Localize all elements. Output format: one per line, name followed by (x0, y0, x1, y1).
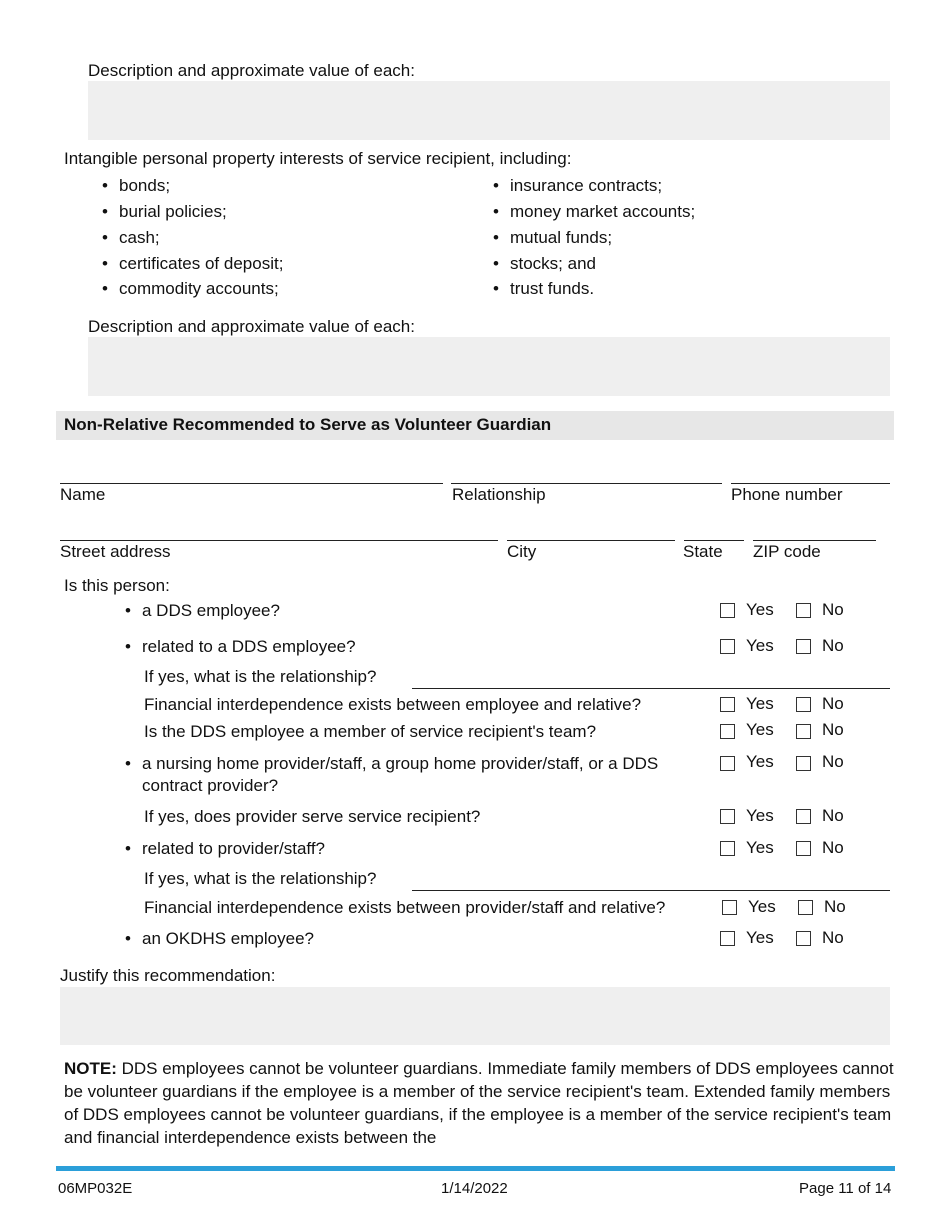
no-label: No (822, 752, 844, 771)
page-number: Page 11 of 14 (799, 1180, 892, 1197)
zip-input[interactable] (753, 540, 876, 541)
q2-no-checkbox[interactable] (796, 639, 811, 654)
intangible-item: • burial policies; (119, 202, 227, 222)
yes-label: Yes (746, 694, 774, 713)
yes-label: Yes (746, 636, 774, 655)
no-label: No (822, 720, 844, 739)
intangible-item: • mutual funds; (510, 228, 612, 248)
zip-label: ZIP code (753, 542, 821, 561)
state-label: State (683, 542, 723, 561)
intangible-item: • money market accounts; (510, 202, 695, 222)
justify-field[interactable] (60, 987, 890, 1045)
intangible-item: • stocks; and (510, 254, 596, 274)
question-okdhs-employee: • an OKDHS employee? (142, 929, 314, 949)
relationship-input[interactable] (451, 483, 722, 484)
q4-fin-no-checkbox[interactable] (798, 900, 813, 915)
q2-fin-yes-checkbox[interactable] (720, 697, 735, 712)
intangible-item: • cash; (119, 228, 160, 248)
tangible-desc-field[interactable] (88, 81, 890, 140)
no-label: No (822, 600, 844, 619)
no-label: No (822, 928, 844, 947)
q4-no-checkbox[interactable] (796, 841, 811, 856)
intangible-item: • insurance contracts; (510, 176, 662, 196)
yes-label: Yes (746, 600, 774, 619)
name-input[interactable] (60, 483, 443, 484)
note-bold: NOTE: (64, 1059, 117, 1078)
yes-label: Yes (748, 897, 776, 916)
intangible-intro: Intangible personal property interests of service recipient, including: (64, 149, 572, 168)
street-input[interactable] (60, 540, 498, 541)
question-dds-employee: • a DDS employee? (142, 601, 280, 621)
intangible-desc-field[interactable] (88, 337, 890, 396)
phone-input[interactable] (731, 483, 890, 484)
yes-label: Yes (746, 928, 774, 947)
q4-fin-yes-checkbox[interactable] (722, 900, 737, 915)
q2-financial-label: Financial interdependence exists between employee and relative? (144, 695, 642, 714)
no-label: No (822, 694, 844, 713)
q4-relationship-label: If yes, what is the relationship? (144, 869, 377, 888)
question-related-dds: • related to a DDS employee? (142, 637, 356, 657)
phone-label: Phone number (731, 485, 843, 504)
justify-label: Justify this recommendation: (60, 966, 276, 985)
form-id: 06MP032E (58, 1180, 133, 1197)
tangible-desc-label: Description and approximate value of each: (88, 61, 415, 80)
q2-fin-no-checkbox[interactable] (796, 697, 811, 712)
no-label: No (822, 806, 844, 825)
no-label: No (822, 636, 844, 655)
q4-yes-checkbox[interactable] (720, 841, 735, 856)
q4-relationship-input[interactable] (412, 890, 890, 891)
section-header (56, 411, 894, 440)
q3-serve-yes-checkbox[interactable] (720, 809, 735, 824)
q2-team-label: Is the DDS employee a member of service recipient's team? (144, 722, 597, 741)
note-paragraph (64, 1057, 894, 1149)
intangible-desc-label: Description and approximate value of each: (88, 317, 415, 336)
question-provider-line2: contract provider? (142, 776, 279, 795)
intangible-item: • trust funds. (510, 279, 594, 299)
question-provider-line1: • a nursing home provider/staff, a group home provider/staff, or a DDS (142, 754, 658, 774)
q3-no-checkbox[interactable] (796, 756, 811, 771)
q2-relationship-input[interactable] (412, 688, 890, 689)
no-label: No (822, 838, 844, 857)
no-label: No (824, 897, 846, 916)
section-title: Non-Relative Recommended to Serve as Volunteer Guardian (64, 415, 552, 434)
q2-team-yes-checkbox[interactable] (720, 724, 735, 739)
q5-yes-checkbox[interactable] (720, 931, 735, 946)
q5-no-checkbox[interactable] (796, 931, 811, 946)
q2-team-no-checkbox[interactable] (796, 724, 811, 739)
yes-label: Yes (746, 752, 774, 771)
city-label: City (507, 542, 537, 561)
name-label: Name (60, 485, 106, 504)
q2-relationship-label: If yes, what is the relationship? (144, 667, 377, 686)
intangible-item: • certificates of deposit; (119, 254, 283, 274)
q3-yes-checkbox[interactable] (720, 756, 735, 771)
q3-serve-no-checkbox[interactable] (796, 809, 811, 824)
footer-rule (56, 1166, 895, 1171)
city-input[interactable] (507, 540, 675, 541)
q1-no-checkbox[interactable] (796, 603, 811, 618)
question-related-provider: • related to provider/staff? (142, 839, 325, 859)
intangible-item: • bonds; (119, 176, 170, 196)
street-label: Street address (60, 542, 171, 561)
q4-financial-label: Financial interdependence exists between provider/staff and relative? (144, 898, 666, 917)
footer-date: 1/14/2022 (441, 1180, 508, 1197)
q3-serve-label: If yes, does provider serve service recipient? (144, 807, 481, 826)
questions-intro: Is this person: (64, 576, 170, 595)
q2-yes-checkbox[interactable] (720, 639, 735, 654)
note-text: DDS employees cannot be volunteer guardians. Immediate family members of DDS employees cannot be volunteer guardians if the employee is a member of the service recipient's team. Extended family members of DDS employees cannot be volunteer guardians, if the employee is a member of the service recipient's team and financial interdependence exists between the (64, 1059, 894, 1147)
intangible-item: • commodity accounts; (119, 279, 279, 299)
q1-yes-checkbox[interactable] (720, 603, 735, 618)
state-input[interactable] (684, 540, 744, 541)
yes-label: Yes (746, 720, 774, 739)
relationship-label: Relationship (452, 485, 546, 504)
yes-label: Yes (746, 806, 774, 825)
yes-label: Yes (746, 838, 774, 857)
